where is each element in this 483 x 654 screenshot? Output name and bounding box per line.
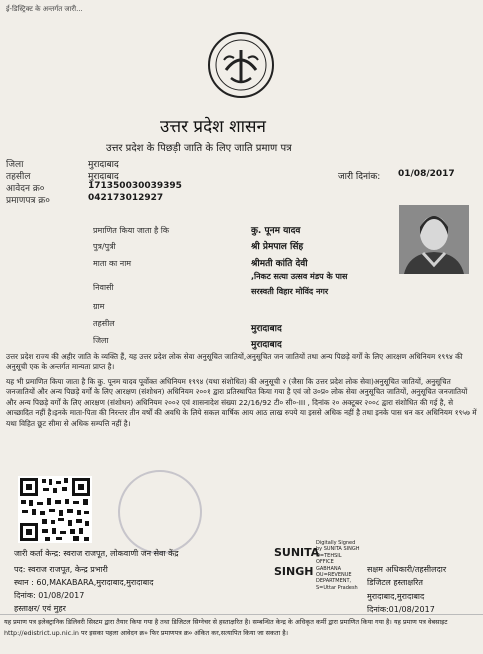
footer-divider xyxy=(0,614,483,615)
issuing-center: जारी कर्ता केन्द्र: स्वराज राजपूत, लोकवाणी जन सेवा केंद्र xyxy=(14,549,179,558)
office-seal xyxy=(118,470,202,554)
caste-paragraph: उत्तर प्रदेश राज्य की अहीर जाति के व्यक्ति हैं, यह उत्तर प्रदेश लोक सेवा अनुसूचित जातियों,अनुसूचित जन जातियों तथा अन्य पिछड़े वर्गों के लिए आरक्षण अधिनियम १९९४ की अनुसूची एक के अन्तर्गत मान्यता प्राप्त है। xyxy=(6,352,463,372)
certificate-title: उत्तर प्रदेश के पिछड़ी जाति के लिए जाति प्रमाण पत्र xyxy=(106,143,292,154)
signer-name-line-1: SUNITA xyxy=(274,546,320,559)
person-district-value: मुरादाबाद xyxy=(251,340,282,350)
authority-place: मुरादाबाद,मुरादाबाद xyxy=(367,592,425,601)
person-tehsil-label: तहसील xyxy=(93,319,115,328)
person-district-label: जिला xyxy=(93,336,109,345)
issue-date-value: 01/08/2017 xyxy=(398,169,455,179)
creamy-layer-paragraph: यह भी प्रमाणित किया जाता है कि कु. पूनम यादव पूर्वोक्त अधिनियम १९९४ (यथा संशोधित) की अनुसूची २ (जैसा कि उत्तर प्रदेश लोक सेवा)अनुसूचित जातियों, अनुसूचित जनजातियों और अन्य पिछड़े वर्गों के लिए आरक्षण (संशोधन) अधिनियम २००१ द्वारा प्रतिस्थापित किया गया है एवं जो उ०प्र० लोक सेवा अनुसूचित जातियों, अनुसूचित जनजातियों और अन्य पिछड़े वर्गों के लिए आरक्षण (संशोधन) अधिनियम २००२ एवं शासनादेश संख्या 22/16/92 टी० सी०-III , दिनांक २० अक्टूबर २००८ द्वारा संशोधित की गई है, से आच्छादित नहीं है।इनके माता-पिता की निरन्तर तीन वर्षों की अवधि के लिये सकल वार्षिक आय आठ लाख रुपये या इससे अधिक नहीं है तथा इनके पास धन कर अधिनियम १९५७ में यथा विहित छूट सीमा से अधिक सम्पत्ति नहीं है। xyxy=(6,377,477,428)
authority-date: दिनांक:01/08/2017 xyxy=(367,605,435,614)
application-number-value: 171350030039395 xyxy=(88,181,182,191)
issuer-post: पद: स्वराज राजपूत, केन्द्र प्रभारी xyxy=(14,565,108,574)
tehsil-label: तहसील xyxy=(6,172,31,182)
authority-sign-label: डिजिटल हस्ताक्षरित xyxy=(367,578,423,587)
person-name: कु. पूनम यादव xyxy=(251,226,301,236)
district-value: मुरादाबाद xyxy=(88,160,119,170)
village-label: ग्राम xyxy=(93,302,105,311)
father-name: श्री प्रेमपाल सिंह xyxy=(251,242,304,252)
person-tehsil-value: मुरादाबाद xyxy=(251,324,282,334)
certify-label: प्रमाणित किया जाता है कि xyxy=(93,226,170,235)
address-line-2: सरस्वती विहार मोविंद नगर xyxy=(251,287,329,296)
gov-title: उत्तर प्रदेश शासन xyxy=(160,117,266,137)
address-line-1: ,निकट सत्या उत्सव मंडप के पास xyxy=(251,272,348,281)
certificate-number-value: 042173012927 xyxy=(88,193,164,203)
footer-note: यह प्रमाण पत्र इलेक्ट्रानिक डिलिवरी सिस्टम द्वारा तैयार किया गया है तथा डिजिटल सिग्नेचर से हस्ताक्षरित है। सम्बन्धित केन्द्र के अधिकृत कर्मी द्वारा प्रमाणित किया गया है। यह प्रमाण पत्र वेबसाइट http://edistrict.up.nic.in पर इसका पहला आवेदन क्र० फिर प्रमाणपत्र क्र० अंकित कर,सत्यापित किया जा सकता है। xyxy=(4,618,448,637)
issuer-date: दिनांक: 01/08/2017 xyxy=(14,591,85,600)
applicant-photo xyxy=(399,205,469,274)
issue-date-label: जारी दिनांक: xyxy=(338,172,381,182)
certificate-number-label: प्रमाणपत्र क्र० xyxy=(6,196,50,206)
tehsil-value: मुरादाबाद xyxy=(88,172,119,182)
issuer-place: स्थान : 60,MAKABARA,मुरादाबाद,मुरादाबाद xyxy=(14,578,154,587)
application-number-label: आवेदन क्र० xyxy=(6,184,45,194)
digital-signature-details: Digitally Signed by SUNITA SINGH O=TEHSIL OFFICE GABHANA OU=REVENUE DEPARTMENT, S=Uttar Pradesh xyxy=(316,540,360,591)
up-emblem-icon xyxy=(206,30,276,100)
mother-label: माता का नाम xyxy=(93,259,132,268)
top-note: ई-डिस्ट्रिक्ट के अन्तर्गत जारी... xyxy=(6,5,83,13)
qr-code xyxy=(18,476,92,543)
mother-name: श्रीमती कांति देवी xyxy=(251,259,308,269)
relation-label: पुत्र/पुत्री xyxy=(93,242,116,251)
signer-name-line-2: SINGH xyxy=(274,565,314,578)
authority-title: सक्षम अधिकारी/तहसीलदार xyxy=(367,565,447,574)
district-label: जिला xyxy=(6,160,24,170)
resident-label: निवासी xyxy=(93,283,114,292)
issuer-seal-label: हस्ताक्षर/ एवं मुहर xyxy=(14,604,66,613)
